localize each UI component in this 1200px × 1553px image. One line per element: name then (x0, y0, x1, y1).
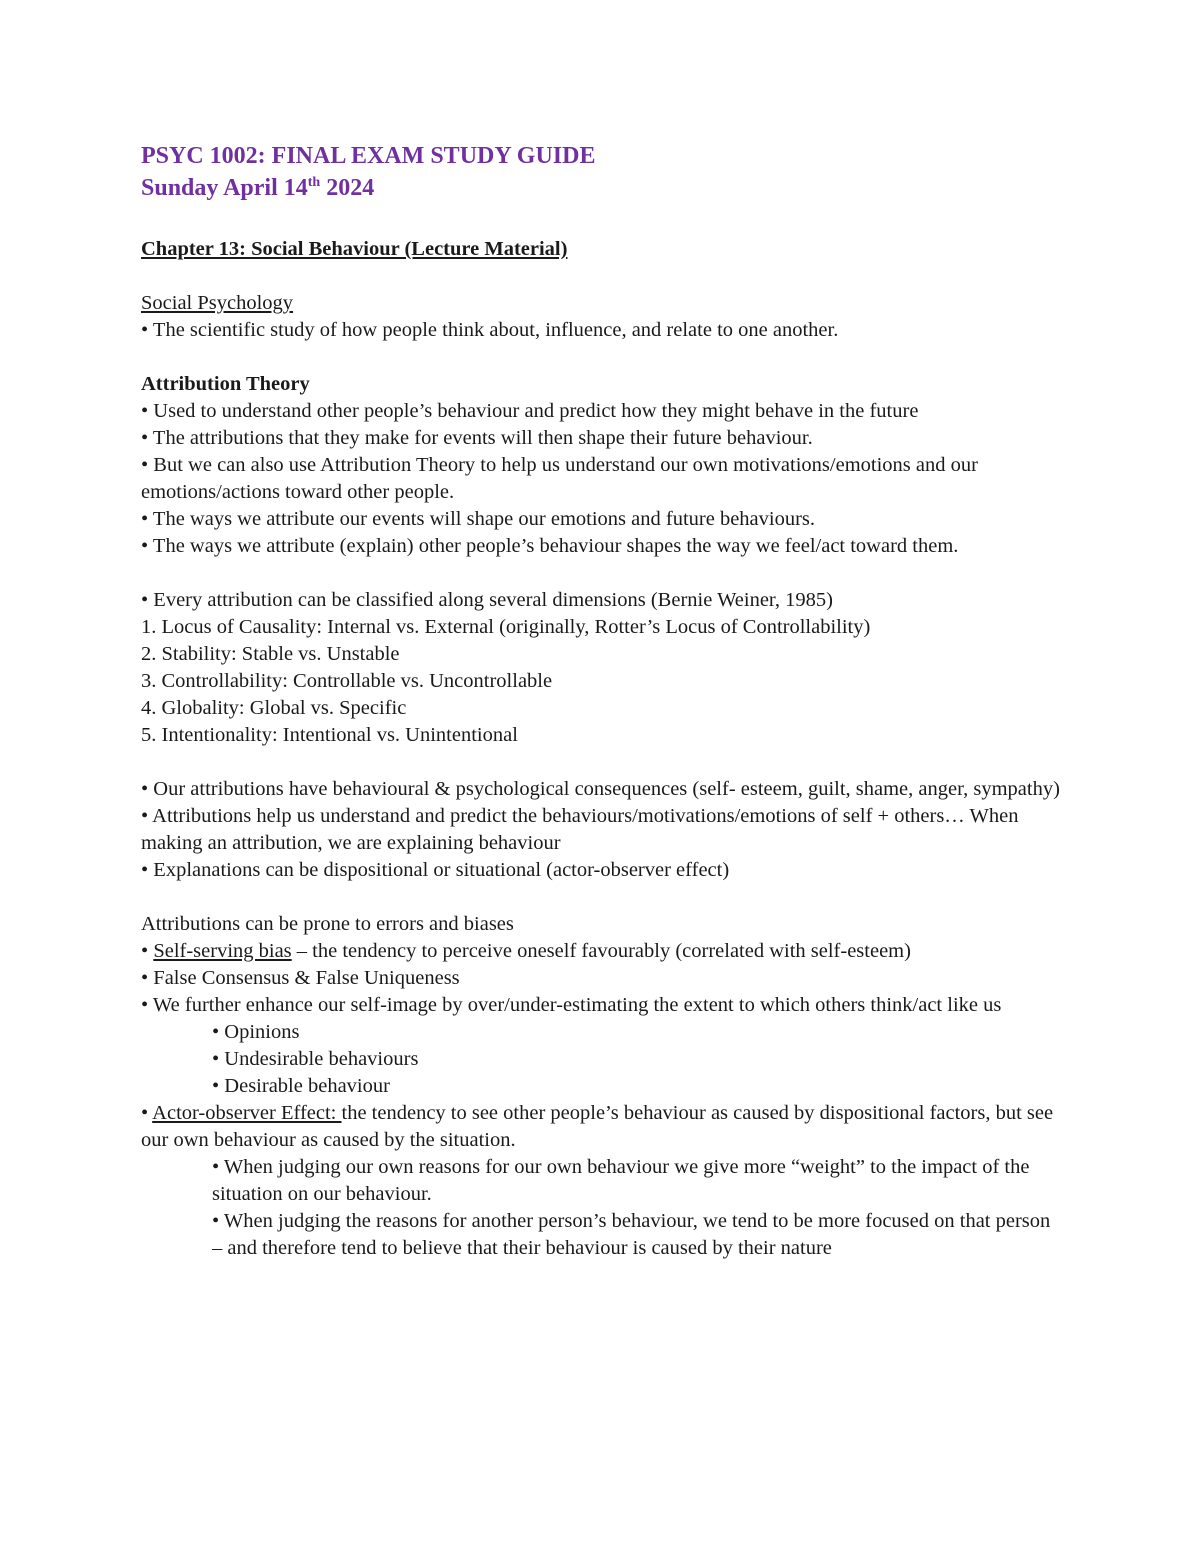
chapter-heading: Chapter 13: Social Behaviour (Lecture Material) (141, 238, 568, 260)
attribution-bullet: • The ways we attribute our events will shape our emotions and future behaviours. (141, 508, 816, 530)
actor-observer-definition: the tendency to see other people’s behaviour as caused by dispositional factors, but see our own behaviour as caused by the situation. (141, 1102, 1054, 1151)
dimension-item: 3. Controllability: Controllable vs. Uncontrollable (141, 670, 553, 692)
dimensions-intro: • Every attribution can be classified along several dimensions (Bernie Weiner, 1985) (141, 589, 834, 611)
attribution-bullet: • The attributions that they make for events will then shape their future behaviour. (141, 427, 813, 449)
actor-sub-bullet: • When judging the reasons for another person’s behaviour, we tend to be more focused on that person – and therefore tend to believe that their behaviour is caused by their nature (212, 1210, 1051, 1259)
errors-intro: Attributions can be prone to errors and biases (141, 913, 514, 935)
social-psych-bullet: • The scientific study of how people think about, influence, and relate to one another. (141, 319, 839, 341)
consequence-bullet: • Attributions help us understand and predict the behaviours/motivations/emotions of self + others… When making an attribution, we are explaining behaviour (141, 805, 1019, 854)
date-superscript: th (307, 175, 321, 190)
actor-observer-bullet: • Actor-observer Effect: the tendency to see other people’s behaviour as caused by dispositional factors, but see our own behaviour as caused by the situation. (141, 1102, 1054, 1151)
self-serving-definition: – the tendency to perceive oneself favourably (correlated with self-esteem) (291, 940, 911, 962)
sub-bullet: • Desirable behaviour (212, 1075, 390, 1097)
date-suffix: 2024 (320, 175, 375, 201)
false-consensus-bullet: • False Consensus & False Uniqueness (141, 967, 460, 989)
consequence-bullet: • Explanations can be dispositional or situational (actor-observer effect) (141, 859, 730, 881)
actor-observer-term: Actor-observer Effect: (152, 1102, 342, 1124)
enhance-bullet: • We further enhance our self-image by over/under-estimating the extent to which others think/act like us (141, 994, 1002, 1016)
title-line: PSYC 1002: FINAL EXAM STUDY GUIDE (141, 143, 596, 169)
attribution-heading: Attribution Theory (141, 373, 310, 395)
actor-sub-bullet: • When judging our own reasons for our own behaviour we give more “weight” to the impact of the situation on our behaviour. (212, 1156, 1030, 1205)
date-prefix: Sunday April 14 (141, 175, 308, 201)
attribution-bullet: • But we can also use Attribution Theory to help us understand our own motivations/emotions and our emotions/actions toward other people. (141, 454, 978, 503)
attribution-bullet: • Used to understand other people’s behaviour and predict how they might behave in the future (141, 400, 919, 422)
sub-bullet: • Opinions (212, 1021, 300, 1043)
dimension-item: 5. Intentionality: Intentional vs. Unintentional (141, 724, 518, 746)
document-title (141, 140, 1061, 204)
dimension-item: 4. Globality: Global vs. Specific (141, 697, 407, 719)
attribution-bullet: • The ways we attribute (explain) other people’s behaviour shapes the way we feel/act toward them. (141, 535, 959, 557)
social-psych-heading: Social Psychology (141, 292, 294, 314)
sub-bullet: • Undesirable behaviours (212, 1048, 419, 1070)
consequence-bullet: • Our attributions have behavioural & psychological consequences (self- esteem, guilt, shame, anger, sympathy) (141, 778, 1060, 800)
document-page (141, 140, 1061, 1262)
dimension-item: 1. Locus of Causality: Internal vs. External (originally, Rotter’s Locus of Controllability) (141, 616, 871, 638)
dimension-item: 2. Stability: Stable vs. Unstable (141, 643, 400, 665)
self-serving-term: Self-serving bias (153, 940, 292, 962)
self-serving-bullet: • Self-serving bias – the tendency to perceive oneself favourably (correlated with self-esteem) (141, 940, 911, 962)
date-line (141, 172, 1061, 204)
